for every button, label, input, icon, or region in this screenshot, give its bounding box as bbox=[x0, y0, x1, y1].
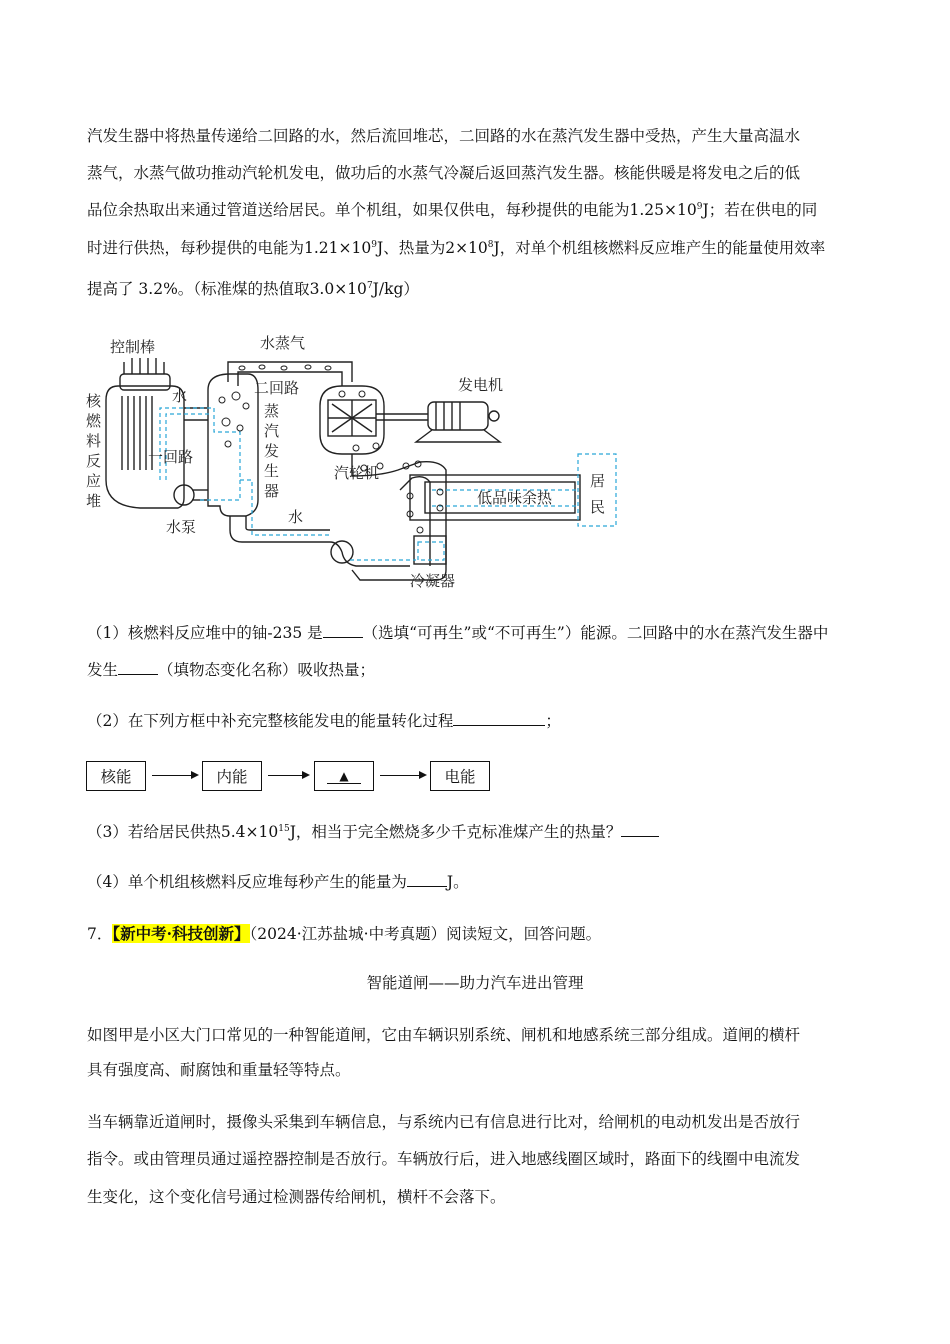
label-loop2: 二回路 bbox=[254, 379, 300, 397]
label-dynamo: 发电机 bbox=[458, 376, 504, 394]
answer-placeholder-icon: ▲ bbox=[327, 769, 360, 784]
label-water-bottom: 水 bbox=[288, 508, 304, 526]
label-residents-1: 居 bbox=[590, 472, 606, 490]
heat-value: $2\times 10^8$ bbox=[445, 239, 494, 257]
power-value: $1.25\times 10^9$ bbox=[629, 201, 703, 219]
intro-line-5: 提高了 3.2%。（标准煤的热值取$3.0\times 10^7J/kg$） bbox=[87, 280, 419, 298]
article-p2-line-1: 当车辆靠近道闸时，摄像头采集到车辆信息，与系统内已有信息进行比对，给闸机的电动机发出是否放行 bbox=[87, 1113, 801, 1131]
question-3: （3）若给居民供热$5.4\times 10^{15}J$，相当于完全燃烧多少千克标准煤产生的热量？ bbox=[87, 820, 659, 842]
answer-blank-3[interactable] bbox=[453, 711, 545, 726]
label-residents-2: 民 bbox=[590, 498, 606, 516]
label-generator-5: 器 bbox=[264, 482, 280, 500]
label-reactor-5: 应 bbox=[86, 472, 102, 490]
intro-line-3: 品位余热取出来通过管道送给居民。单个机组，如果仅供电，每秒提供的电能为$1.25\times 10^9J$；若在供电的同 bbox=[87, 201, 818, 219]
intro-line-2: 蒸气，水蒸气做功推动汽轮机发电，做功后的水蒸气冷凝后返回蒸汽发生器。核能供暖是将发电之后的低 bbox=[87, 164, 801, 182]
label-reactor-3: 料 bbox=[86, 432, 102, 450]
label-reactor-1: 核 bbox=[86, 392, 102, 410]
label-waste-heat: 低品味余热 bbox=[477, 489, 553, 507]
question-1-line-1: （1）核燃料反应堆中的铀-235 是 （选填“可再生”或“不可再生”）能源。二回路中的水在蒸汽发生器中 bbox=[87, 624, 829, 642]
question-2: （2）在下列方框中补充完整核能发电的能量转化过程 ； bbox=[87, 712, 561, 730]
label-reactor-4: 反 bbox=[86, 452, 102, 470]
label-turbine: 汽轮机 bbox=[334, 464, 380, 482]
label-loop1: 一回路 bbox=[148, 448, 194, 466]
label-generator-1: 蒸 bbox=[264, 402, 280, 420]
label-reactor-2: 燃 bbox=[86, 412, 102, 430]
flow-box-nuclear: 核能 bbox=[86, 761, 146, 791]
answer-blank-2[interactable] bbox=[118, 660, 158, 675]
article-p2-line-3: 生变化，这个变化信号通过检测器传给闸机，横杆不会落下。 bbox=[87, 1188, 506, 1206]
answer-blank-5[interactable] bbox=[407, 872, 447, 887]
answer-blank-4[interactable] bbox=[621, 822, 659, 837]
question-4: （4）单个机组核燃料反应堆每秒产生的能量为 J。 bbox=[87, 873, 469, 891]
label-pump: 水泵 bbox=[166, 518, 197, 536]
tag-highlight: 【新中考·科技创新】 bbox=[112, 924, 250, 943]
label-generator-3: 发 bbox=[264, 442, 280, 460]
article-p1-line-2: 具有强度高、耐腐蚀和重量轻等特点。 bbox=[87, 1061, 351, 1079]
flow-arrow-1 bbox=[152, 775, 197, 776]
intro-line-4: 时进行供热，每秒提供的电能为$1.21\times 10^9J$、热量为$2\times 10^8J$，对单个机组核燃料反应堆产生的能量使用效率 bbox=[87, 239, 826, 257]
label-generator-2: 汽 bbox=[264, 422, 280, 440]
article-p1-line-1: 如图甲是小区大门口常见的一种智能道闸，它由车辆识别系统、闸机和地感系统三部分组成。道闸的横杆 bbox=[87, 1026, 801, 1044]
flow-arrow-3 bbox=[380, 775, 425, 776]
article-title: 智能道闸——助力汽车进出管理 bbox=[366, 974, 584, 992]
flow-box-answer[interactable] bbox=[314, 761, 374, 791]
answer-blank-1[interactable] bbox=[323, 623, 363, 638]
heat-supply-value: $5.4\times 10^{15}$ bbox=[220, 823, 290, 841]
question-7-header: 7．【新中考·科技创新】（2024·江苏盐城·中考真题）阅读短文，回答问题。 bbox=[87, 924, 602, 943]
power-value-2: $1.21\times 10^9$ bbox=[304, 239, 377, 257]
flow-box-electric: 电能 bbox=[430, 761, 490, 791]
label-condenser: 冷凝器 bbox=[410, 572, 456, 590]
nuclear-plant-diagram bbox=[80, 330, 625, 595]
coal-heat-value: $3.0\times 10^7$ bbox=[309, 280, 373, 298]
label-water-top: 水 bbox=[172, 387, 188, 405]
label-water-vapor: 水蒸气 bbox=[260, 334, 306, 352]
flow-box-internal: 内能 bbox=[202, 761, 262, 791]
label-reactor-6: 堆 bbox=[86, 492, 102, 510]
label-generator-4: 生 bbox=[264, 462, 280, 480]
label-control-rod: 控制棒 bbox=[110, 338, 156, 356]
intro-line-1: 汽发生器中将热量传递给二回路的水，然后流回堆芯，二回路的水在蒸汽发生器中受热，产生大量高温水 bbox=[87, 127, 801, 145]
flow-arrow-2 bbox=[268, 775, 308, 776]
article-p2-line-2: 指令。或由管理员通过遥控器控制是否放行。车辆放行后，进入地感线圈区域时，路面下的线圈中电流发 bbox=[87, 1150, 801, 1168]
question-1-line-2: 发生 （填物态变化名称）吸收热量； bbox=[87, 661, 376, 679]
